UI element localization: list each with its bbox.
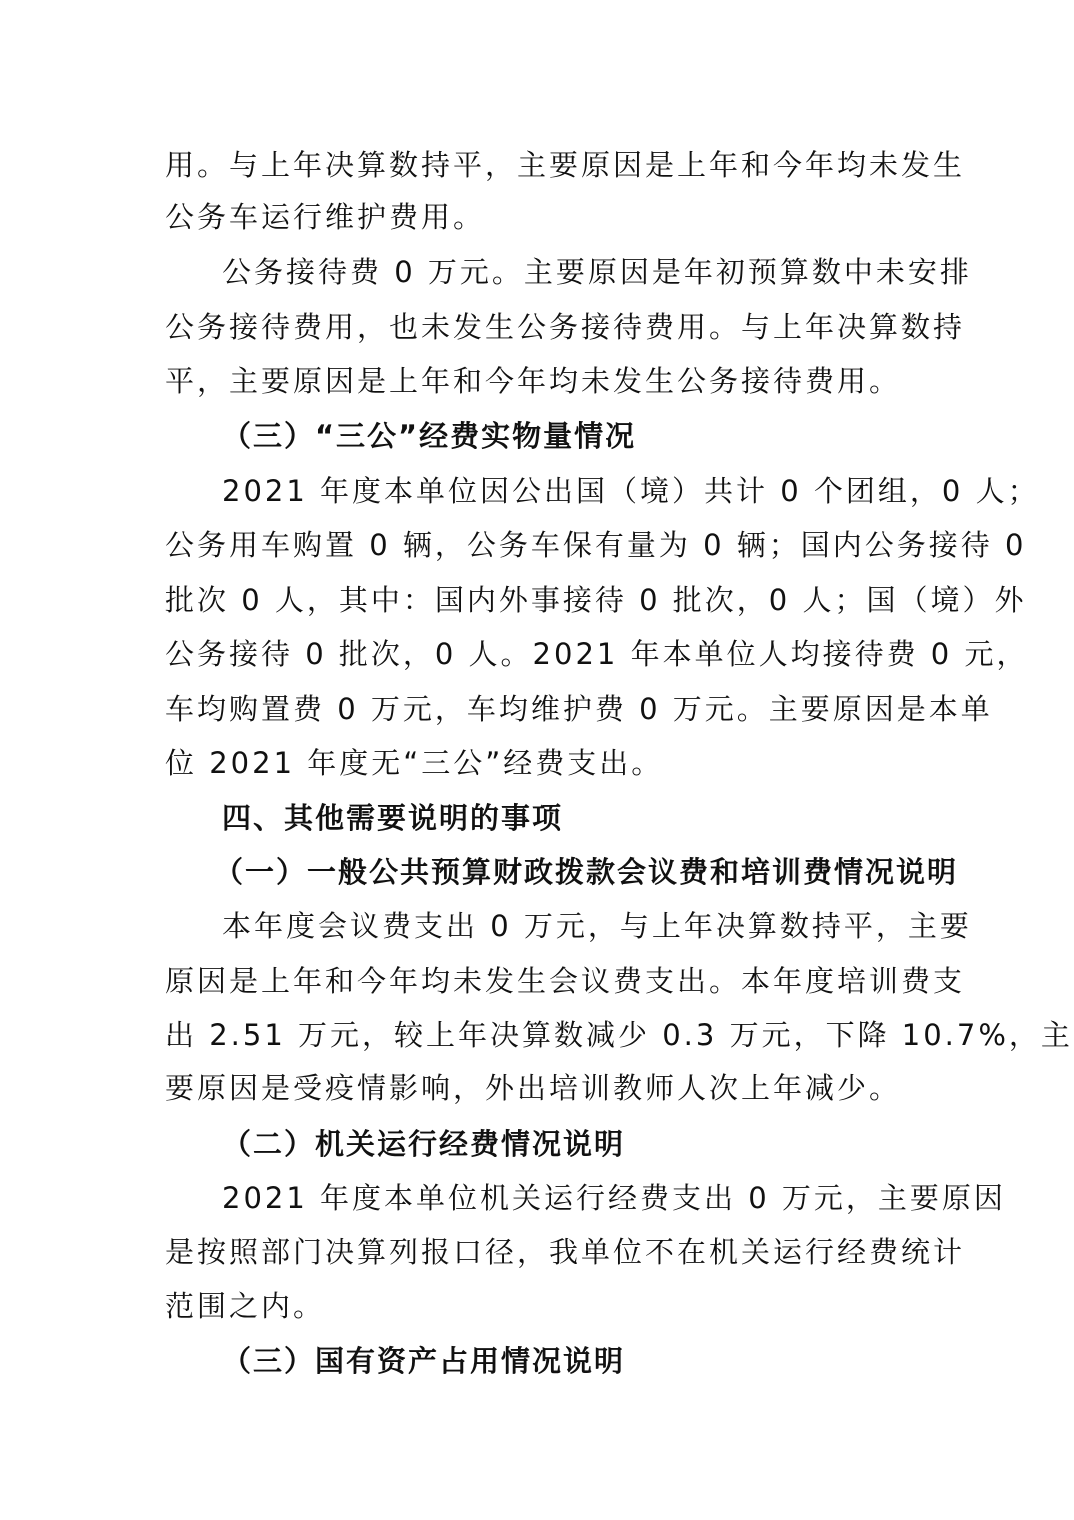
text-line: 用。与上年决算数持平，主要原因是上年和今年均未发生	[165, 148, 966, 182]
text-line: 公务接待费 0 万元。主要原因是年初预算数中未安排	[222, 255, 972, 289]
text-line: 公务车运行维护费用。	[165, 200, 486, 234]
section-heading: 四、其他需要说明的事项	[222, 801, 564, 835]
text-line: 平，主要原因是上年和今年均未发生公务接待费用。	[165, 364, 902, 398]
text-line: 位 2021 年度无“三公”经费支出。	[165, 746, 664, 780]
text-line: 本年度会议费支出 0 万元，与上年决算数持平，主要	[222, 909, 972, 943]
section-heading: （三）“三公”经费实物量情况	[222, 419, 637, 453]
text-line: 2021 年度本单位因公出国（境）共计 0 个团组，0 人；	[222, 474, 1040, 508]
text-line: 要原因是受疫情影响，外出培训教师人次上年减少。	[165, 1071, 902, 1105]
text-line: 公务接待费用，也未发生公务接待费用。与上年决算数持	[165, 310, 966, 344]
text-line: 批次 0 人，其中：国内外事接待 0 批次，0 人；国（境）外	[165, 583, 1027, 617]
text-line: 车均购置费 0 万元，车均维护费 0 万元。主要原因是本单	[165, 692, 993, 726]
text-line: 原因是上年和今年均未发生会议费支出。本年度培训费支	[165, 964, 966, 998]
section-heading: （一）一般公共预算财政拨款会议费和培训费情况说明	[214, 855, 959, 889]
section-heading: （二）机关运行经费情况说明	[222, 1127, 626, 1161]
text-line: 范围之内。	[165, 1289, 326, 1323]
section-heading: （三）国有资产占用情况说明	[222, 1344, 626, 1378]
text-line: 公务接待 0 批次，0 人。2021 年本单位人均接待费 0 元，	[165, 637, 1029, 671]
text-line: 是按照部门决算列报口径，我单位不在机关运行经费统计	[165, 1235, 966, 1269]
text-line: 出 2.51 万元，较上年决算数减少 0.3 万元，下降 10.7%，主	[165, 1018, 1073, 1052]
text-line: 2021 年度本单位机关运行经费支出 0 万元，主要原因	[222, 1181, 1006, 1215]
text-line: 公务用车购置 0 辆，公务车保有量为 0 辆；国内公务接待 0	[165, 528, 1027, 562]
